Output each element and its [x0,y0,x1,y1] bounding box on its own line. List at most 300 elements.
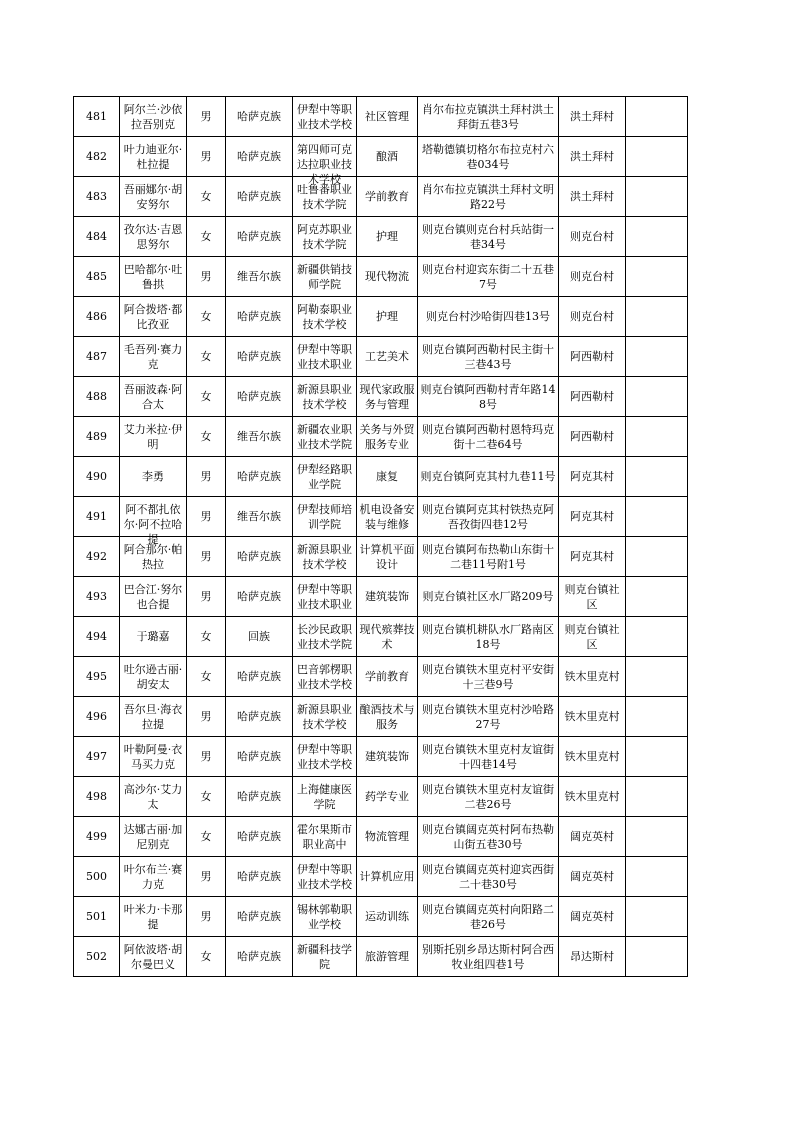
name-text: 吾尔旦·海衣拉提 [123,702,183,731]
gender-cell [187,857,226,897]
ethnicity-cell [226,937,293,977]
address-cell [418,617,559,657]
name-cell [120,497,187,546]
gender-cell [187,217,226,257]
major-text: 护理 [376,230,398,243]
major-text: 现代家政服务与管理 [359,382,415,411]
ethnicity-text: 哈萨克族 [237,870,281,883]
gender-cell [187,297,226,337]
major-text: 关务与外贸服务专业 [359,422,415,451]
major-cell [357,457,418,497]
remark-cell [626,697,688,737]
address-cell [418,257,559,297]
gender-text: 男 [200,590,212,603]
address-text: 别斯托别乡昂达斯村阿合西牧业组四巷1号 [422,942,554,971]
address-cell [418,417,559,457]
remark-cell [626,577,688,617]
row-number-cell [74,137,120,177]
major-text: 计算机应用 [359,870,415,883]
address-text: 则克台镇阔克英村阿布热勒山街五巷30号 [422,822,554,851]
gender-cell [187,577,226,617]
ethnicity-cell [226,417,293,457]
ethnicity-text: 哈萨克族 [237,710,281,723]
ethnicity-text: 哈萨克族 [237,590,281,603]
ethnicity-text: 维吾尔族 [237,270,281,283]
address-text: 则克台村迎宾东街二十五巷7号 [422,262,554,291]
name-text: 阿依波塔·胡尔曼巴义 [123,942,183,971]
name-text: 孜尔达·吉恩思努尔 [123,222,183,251]
remark-cell [626,777,688,817]
village-text: 则克台镇社区 [564,582,620,611]
village-text: 阿西勒村 [570,350,614,363]
name-text: 吾丽波森·阿合太 [123,382,183,411]
gender-cell [187,417,226,457]
village-cell [559,257,626,297]
remark-cell [626,337,688,377]
major-text: 建筑装饰 [365,750,409,763]
village-cell [559,337,626,377]
ethnicity-text: 哈萨克族 [237,470,281,483]
table-row [74,897,688,937]
gender-text: 男 [200,510,212,523]
ethnicity-text: 哈萨克族 [237,350,281,363]
ethnicity-cell [226,297,293,337]
address-text: 则克台村沙哈街四巷13号 [426,310,550,323]
major-cell [357,417,418,457]
major-cell [357,777,418,817]
name-cell [120,297,187,337]
gender-text: 男 [200,150,212,163]
major-cell [357,617,418,657]
gender-cell [187,97,226,137]
name-cell [120,97,187,137]
table-row [74,257,688,297]
village-text: 则克台村 [570,310,614,323]
village-text: 阿克其村 [570,510,614,523]
village-text: 铁木里克村 [564,790,620,803]
ethnicity-text: 维吾尔族 [237,430,281,443]
major-text: 计算机平面设计 [359,542,415,571]
table-row [74,217,688,257]
school-cell [293,657,357,697]
address-text: 则克台镇阿西勒村青年路148号 [420,382,556,411]
major-text: 酿酒技术与服务 [359,702,415,731]
gender-text: 女 [200,310,212,323]
table-row [74,577,688,617]
no-text: 486 [86,310,107,323]
major-cell [357,257,418,297]
no-text: 492 [86,550,107,563]
name-text: 李勇 [142,470,164,483]
name-text: 巴哈都尔·吐鲁拱 [123,262,183,291]
row-number-cell [74,97,120,137]
remark-cell [626,497,688,537]
no-text: 500 [86,870,107,883]
major-cell [357,97,418,137]
no-text: 490 [86,470,107,483]
village-text: 则克台村 [570,270,614,283]
row-number-cell [74,577,120,617]
row-number-cell [74,177,120,217]
school-cell [293,857,357,897]
row-number-cell [74,657,120,697]
village-cell [559,737,626,777]
gender-text: 男 [200,550,212,563]
remark-cell [626,817,688,857]
gender-cell [187,377,226,417]
gender-cell [187,177,226,217]
school-text: 新源县职业技术学校 [297,702,352,731]
name-cell [120,817,187,857]
name-cell [120,217,187,257]
ethnicity-cell [226,777,293,817]
school-text: 伊犁中等职业技术职业 [297,342,352,371]
village-text: 阿克其村 [570,550,614,563]
address-cell [418,137,559,177]
student-roster-table [73,96,688,977]
major-text: 社区管理 [365,110,409,123]
major-text: 药学专业 [365,790,409,803]
major-cell [357,937,418,977]
no-text: 498 [86,790,107,803]
school-text: 锡林郭勒职业学校 [297,902,352,931]
major-text: 现代物流 [365,270,409,283]
row-number-cell [74,257,120,297]
ethnicity-cell [226,137,293,177]
school-text: 新源县职业技术学校 [297,542,352,571]
no-text: 488 [86,390,107,403]
ethnicity-text: 哈萨克族 [237,670,281,683]
ethnicity-text: 哈萨克族 [237,910,281,923]
village-cell [559,817,626,857]
name-cell [120,577,187,617]
village-text: 阔克英村 [570,910,614,923]
major-text: 工艺美术 [365,350,409,363]
village-text: 阿西勒村 [570,430,614,443]
name-text: 叶力迪亚尔·杜拉提 [123,142,183,171]
village-cell [559,377,626,417]
row-number-cell [74,497,120,537]
school-cell [293,337,357,377]
village-cell [559,857,626,897]
gender-text: 女 [200,430,212,443]
row-number-cell [74,457,120,497]
village-text: 洪土拜村 [570,110,614,123]
row-number-cell [74,737,120,777]
row-number-cell [74,297,120,337]
remark-cell [626,617,688,657]
name-cell [120,377,187,417]
remark-cell [626,217,688,257]
major-text: 物流管理 [365,830,409,843]
village-cell [559,657,626,697]
gender-text: 男 [200,110,212,123]
table-row [74,777,688,817]
major-text: 旅游管理 [365,950,409,963]
address-text: 塔勒德镇切格尔布拉克村六巷034号 [422,142,554,171]
address-cell [418,777,559,817]
gender-text: 女 [200,630,212,643]
remark-cell [626,857,688,897]
name-cell [120,857,187,897]
row-number-cell [74,817,120,857]
village-text: 铁木里克村 [564,750,620,763]
village-text: 昂达斯村 [570,950,614,963]
no-text: 484 [86,230,107,243]
no-text: 482 [86,150,107,163]
no-text: 496 [86,710,107,723]
ethnicity-text: 哈萨克族 [237,310,281,323]
major-cell [357,857,418,897]
ethnicity-cell [226,817,293,857]
major-text: 机电设备安装与维修 [359,502,415,531]
village-cell [559,537,626,577]
school-text: 新疆农业职业技术学院 [297,422,352,451]
village-cell [559,177,626,217]
school-text: 霍尔果斯市职业高中 [297,822,352,851]
gender-cell [187,617,226,657]
gender-cell [187,697,226,737]
ethnicity-cell [226,257,293,297]
village-text: 阔克英村 [570,830,614,843]
remark-cell [626,537,688,577]
address-text: 则克台镇阔克英村迎宾西街二十巷30号 [422,862,554,891]
school-cell [293,537,357,577]
major-cell [357,377,418,417]
address-text: 则克台镇阔克英村向阳路二巷26号 [422,902,554,931]
school-text: 阿克苏职业技术学院 [297,222,352,251]
address-text: 则克台镇铁木里克村友谊街十四巷14号 [422,742,554,771]
gender-text: 女 [200,830,212,843]
major-cell [357,737,418,777]
major-text: 学前教育 [365,190,409,203]
village-text: 阿西勒村 [570,390,614,403]
name-text: 高沙尔·艾力太 [123,782,183,811]
name-cell [120,177,187,217]
village-cell [559,617,626,657]
major-text: 建筑装饰 [365,590,409,603]
address-text: 则克台镇社区水厂路209号 [422,590,554,603]
gender-cell [187,337,226,377]
major-cell [357,697,418,737]
school-text: 第四师可克达拉职业技术学校 [297,142,352,186]
ethnicity-cell [226,657,293,697]
table-row [74,617,688,657]
major-text: 运动训练 [365,910,409,923]
school-text: 伊犁经路职业学院 [297,462,352,491]
name-cell [120,777,187,817]
major-text: 酿酒 [376,150,398,163]
school-text: 阿勒泰职业技术学校 [297,302,352,331]
table-row [74,497,688,537]
school-cell [293,377,357,417]
name-cell [120,737,187,777]
school-text: 伊犁中等职业技术学校 [297,102,352,131]
school-text: 巴音郭楞职业技术学校 [297,662,352,691]
school-cell [293,897,357,937]
school-cell [293,257,357,297]
ethnicity-cell [226,457,293,497]
village-cell [559,937,626,977]
school-cell [293,697,357,737]
name-cell [120,657,187,697]
major-cell [357,217,418,257]
address-text: 则克台镇铁木里克村平安街十三巷9号 [422,662,554,691]
no-text: 494 [86,630,107,643]
row-number-cell [74,537,120,577]
row-number-cell [74,857,120,897]
ethnicity-text: 哈萨克族 [237,230,281,243]
ethnicity-cell [226,617,293,657]
no-text: 485 [86,270,107,283]
row-number-cell [74,217,120,257]
address-text: 则克台镇机耕队水厂路南区18号 [422,622,554,651]
name-text: 叶勒阿曼·衣马买力克 [123,742,183,771]
gender-cell [187,657,226,697]
name-text: 毛吾列·赛力克 [123,342,183,371]
name-cell [120,457,187,497]
name-cell [120,417,187,457]
name-cell [120,257,187,297]
major-cell [357,297,418,337]
gender-text: 女 [200,390,212,403]
row-number-cell [74,617,120,657]
ethnicity-text: 哈萨克族 [237,190,281,203]
address-cell [418,497,559,537]
school-cell [293,457,357,497]
no-text: 489 [86,430,107,443]
major-cell [357,537,418,577]
major-cell [357,337,418,377]
row-number-cell [74,417,120,457]
table-row [74,537,688,577]
remark-cell [626,417,688,457]
major-cell [357,897,418,937]
village-cell [559,137,626,177]
table-row [74,297,688,337]
major-text: 现代殡葬技术 [359,622,415,651]
village-cell [559,497,626,537]
address-cell [418,177,559,217]
gender-text: 男 [200,750,212,763]
gender-cell [187,497,226,537]
remark-cell [626,457,688,497]
school-cell [293,497,357,537]
row-number-cell [74,937,120,977]
school-cell [293,97,357,137]
ethnicity-cell [226,737,293,777]
address-cell [418,457,559,497]
school-text: 伊犁中等职业技术学校 [297,742,352,771]
row-number-cell [74,377,120,417]
gender-text: 女 [200,790,212,803]
gender-text: 男 [200,470,212,483]
school-cell [293,417,357,457]
address-text: 则克台镇阿西勒村民主街十三巷43号 [422,342,554,371]
address-text: 肖尔布拉克镇洪土拜村文明路22号 [422,182,554,211]
address-cell [418,657,559,697]
table-row [74,417,688,457]
name-text: 叶米力·卡那提 [123,902,183,931]
school-cell [293,297,357,337]
address-cell [418,697,559,737]
ethnicity-cell [226,217,293,257]
school-text: 伊犁中等职业技术学校 [297,862,352,891]
address-cell [418,537,559,577]
no-text: 481 [86,110,107,123]
gender-cell [187,137,226,177]
village-cell [559,417,626,457]
no-text: 493 [86,590,107,603]
name-cell [120,537,187,577]
name-cell [120,617,187,657]
ethnicity-text: 哈萨克族 [237,830,281,843]
gender-cell [187,457,226,497]
gender-text: 男 [200,270,212,283]
name-cell [120,937,187,977]
address-cell [418,737,559,777]
name-cell [120,897,187,937]
no-text: 487 [86,350,107,363]
village-cell [559,457,626,497]
table-row [74,457,688,497]
address-text: 肖尔布拉克镇洪土拜村洪土拜街五巷3号 [422,102,554,131]
address-cell [418,817,559,857]
no-text: 499 [86,830,107,843]
table-row [74,737,688,777]
address-cell [418,337,559,377]
remark-cell [626,377,688,417]
no-text: 502 [86,950,107,963]
address-text: 则克台镇阿克其村九巷11号 [420,470,556,483]
name-text: 吐尔逊古丽·胡安太 [123,662,183,691]
name-text: 巴合江·努尔也合提 [123,582,183,611]
major-cell [357,497,418,537]
table-row [74,857,688,897]
remark-cell [626,177,688,217]
gender-text: 女 [200,190,212,203]
name-cell [120,137,187,177]
school-text: 吐鲁番职业技术学院 [297,182,352,211]
table-row [74,377,688,417]
village-text: 洪土拜村 [570,150,614,163]
major-text: 康复 [376,470,398,483]
gender-cell [187,257,226,297]
ethnicity-text: 维吾尔族 [237,510,281,523]
gender-text: 女 [200,950,212,963]
ethnicity-cell [226,337,293,377]
village-text: 则克台村 [570,230,614,243]
gender-cell [187,817,226,857]
ethnicity-cell [226,497,293,537]
table-row [74,697,688,737]
gender-text: 女 [200,350,212,363]
village-text: 阿克其村 [570,470,614,483]
table-row [74,97,688,137]
school-cell [293,817,357,857]
school-text: 长沙民政职业技术学院 [297,622,352,651]
major-cell [357,657,418,697]
name-text: 阿不都扎依尔·阿不拉哈提 [123,502,183,546]
name-text: 阿尔兰·沙依拉吾别克 [123,102,183,131]
school-cell [293,577,357,617]
ethnicity-text: 哈萨克族 [237,150,281,163]
name-cell [120,697,187,737]
village-text: 铁木里克村 [564,710,620,723]
village-cell [559,297,626,337]
table-row [74,137,688,177]
major-cell [357,137,418,177]
